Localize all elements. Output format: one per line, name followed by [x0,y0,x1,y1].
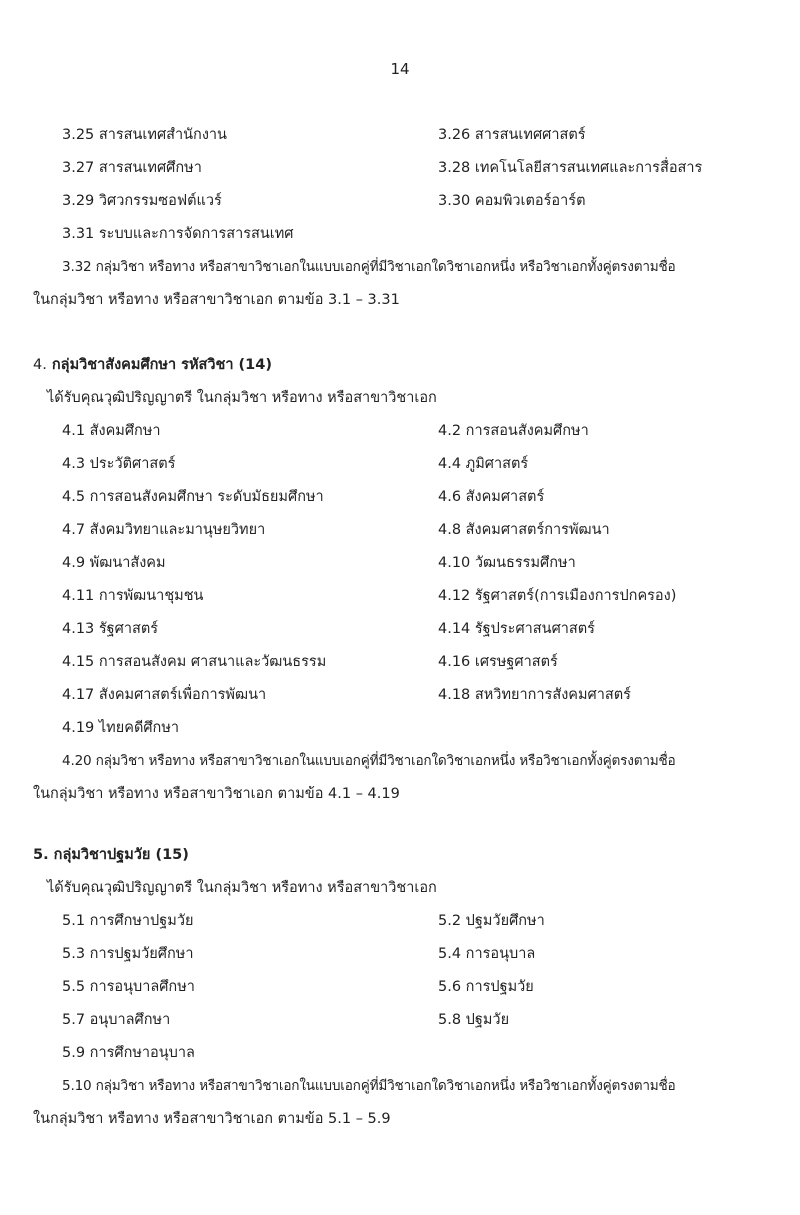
section-number: 5. [33,847,49,863]
section-number: 4. [33,357,47,373]
closing-clause-continuation: ในกลุ่มวิชา หรือทาง หรือสาขาวิชาเอก ตามข้อ 5.1 – 5.9 [33,1111,391,1127]
list-item: 5.2 ปฐมวัยศึกษา [438,913,545,929]
list-item: 4.18 สหวิทยาการสังคมศาสตร์ [438,687,631,703]
closing-clause: 5.10 กลุ่มวิชา หรือทาง หรือสาขาวิชาเอกในแบบเอกคู่ที่มีวิชาเอกใดวิชาเอกหนึ่ง หรือวิชาเอกทั้งคู่ตรงตามชื่อ [62,1078,676,1094]
list-item: 4.9 พัฒนาสังคม [62,555,166,571]
section-intro: ได้รับคุณวุฒิปริญญาตรี ในกลุ่มวิชา หรือทาง หรือสาขาวิชาเอก [47,390,437,406]
list-item: 4.5 การสอนสังคมศึกษา ระดับมัธยมศึกษา [62,489,324,505]
section-title: กลุ่มวิชาสังคมศึกษา รหัสวิชา (14) [51,357,272,373]
list-item: 3.30 คอมพิวเตอร์อาร์ต [438,193,586,209]
closing-clause: 4.20 กลุ่มวิชา หรือทาง หรือสาขาวิชาเอกในแบบเอกคู่ที่มีวิชาเอกใดวิชาเอกหนึ่ง หรือวิชาเอกทั้งคู่ตรงตามชื่อ [62,753,676,769]
list-item: 5.5 การอนุบาลศึกษา [62,979,195,995]
list-item: 3.26 สารสนเทศศาสตร์ [438,127,586,143]
list-item: 5.8 ปฐมวัย [438,1012,510,1028]
list-item: 4.12 รัฐศาสตร์(การเมืองการปกครอง) [438,588,677,604]
list-item: 4.4 ภูมิศาสตร์ [438,456,529,472]
section-title: กลุ่มวิชาปฐมวัย (15) [53,847,189,863]
list-item: 4.19 ไทยคดีศึกษา [62,720,180,736]
list-item: 4.11 การพัฒนาชุมชน [62,588,204,604]
list-item: 3.25 สารสนเทศสำนักงาน [62,127,227,143]
section-intro: ได้รับคุณวุฒิปริญญาตรี ในกลุ่มวิชา หรือทาง หรือสาขาวิชาเอก [47,880,437,896]
list-item: 4.2 การสอนสังคมศึกษา [438,423,589,439]
list-item: 4.7 สังคมวิทยาและมานุษยวิทยา [62,522,266,538]
list-item: 3.31 ระบบและการจัดการสารสนเทศ [62,226,294,242]
list-item: 5.4 การอนุบาล [438,946,536,962]
page-number: 14 [390,60,410,78]
list-item: 4.16 เศรษฐศาสตร์ [438,654,558,670]
list-item: 4.14 รัฐประศาสนศาสตร์ [438,621,595,637]
list-item: 3.29 วิศวกรรมซอฟต์แวร์ [62,193,222,209]
list-item: 5.9 การศึกษาอนุบาล [62,1045,195,1061]
closing-clause-continuation: ในกลุ่มวิชา หรือทาง หรือสาขาวิชาเอก ตามข้อ 3.1 – 3.31 [33,292,400,308]
list-item: 4.17 สังคมศาสตร์เพื่อการพัฒนา [62,687,267,703]
list-item: 4.1 สังคมศึกษา [62,423,161,439]
list-item: 4.8 สังคมศาสตร์การพัฒนา [438,522,610,538]
closing-clause: 3.32 กลุ่มวิชา หรือทาง หรือสาขาวิชาเอกในแบบเอกคู่ที่มีวิชาเอกใดวิชาเอกหนึ่ง หรือวิชาเอกทั้งคู่ตรงตามชื่อ [62,259,676,275]
list-item: 4.13 รัฐศาสตร์ [62,621,159,637]
list-item: 4.6 สังคมศาสตร์ [438,489,545,505]
list-item: 3.27 สารสนเทศศึกษา [62,160,202,176]
list-item: 4.10 วัฒนธรรมศึกษา [438,555,576,571]
list-item: 5.1 การศึกษาปฐมวัย [62,913,194,929]
section-heading [33,355,272,375]
section-heading [33,845,189,865]
list-item: 3.28 เทคโนโลยีสารสนเทศและการสื่อสาร [438,160,703,176]
list-item: 4.15 การสอนสังคม ศาสนาและวัฒนธรรม [62,654,327,670]
list-item: 4.3 ประวัติศาสตร์ [62,456,176,472]
closing-clause-continuation: ในกลุ่มวิชา หรือทาง หรือสาขาวิชาเอก ตามข้อ 4.1 – 4.19 [33,786,400,802]
list-item: 5.3 การปฐมวัยศึกษา [62,946,194,962]
list-item: 5.6 การปฐมวัย [438,979,534,995]
list-item: 5.7 อนุบาลศึกษา [62,1012,171,1028]
